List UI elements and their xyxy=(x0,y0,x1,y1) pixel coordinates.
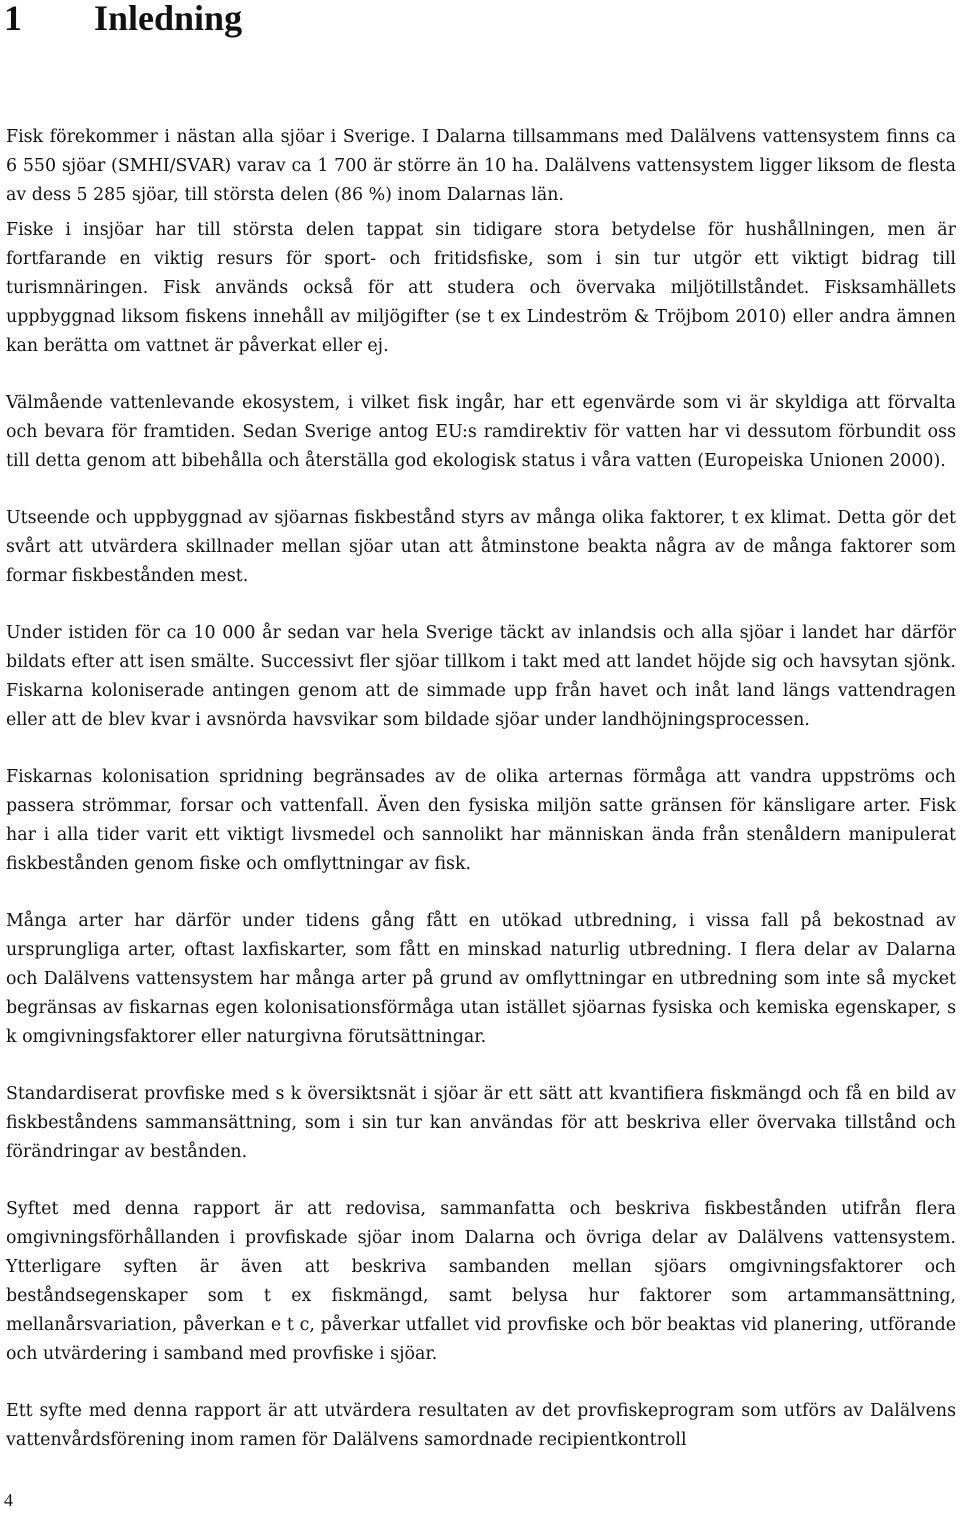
body-text xyxy=(6,123,956,1483)
paragraph-test-fishing: Standardiserat provfiske med s k översiktsnät i sjöar är ett sätt att kvantifiera fiskmängd och få en bild av fiskbeståndens sammansättning, som i sin tur kan användas för att beskriva eller övervaka tillstånd och förändringar av bestånden. xyxy=(6,1084,956,1162)
paragraph-colonisation: Fiskarnas kolonisation spridning begränsades av de olika arternas förmåga att vandra uppströms och passera strömmar, forsar och vattenfall. Även den fysiska miljön satte gränsen för känsligare arter. Fisk har i alla tider varit ett viktigt livsmedel och sannolikt har människan ända från stenåldern manipulerat fiskbestånden genom fiske och omflyttningar av fisk. xyxy=(6,767,956,874)
paragraph-fish-occurrence: Fisk förekommer i nästan alla sjöar i Sverige. I Dalarna tillsammans med Dalälvens vattensystem finns ca 6 550 sjöar (SMHI/SVAR) varav ca 1 700 är större än 10 ha. Dalälvens vattensystem ligger liksom de flesta av dess 5 285 sjöar, till största delen (86 %) inom Dalarnas län. xyxy=(6,127,956,205)
paragraph-ecosystems: Välmående vattenlevande ekosystem, i vilket fisk ingår, har ett egenvärde som vi är skyldiga att förvalta och bevara för framtiden. Sedan Sverige antog EU:s ramdirektiv för vatten har vi dessutom förbundit oss till detta genom att bibehålla och återställa god ekologisk status i våra vatten (Europeiska Unionen 2000). xyxy=(6,393,956,471)
paragraph-ice-age: Under istiden för ca 10 000 år sedan var hela Sverige täckt av inlandsis och alla sjöar i landet har därför bildats efter att isen smälte. Successivt fler sjöar tillkom i takt med att landet höjde sig och havsytan sjönk. Fiskarna koloniserade antingen genom att de simmade upp från havet och inåt land längs vattendragen eller att de blev kvar i avsnörda havsvikar som bildade sjöar under landhöjningsprocessen. xyxy=(6,623,956,730)
paragraph-inland-fishing: Fiske i insjöar har till största delen tappat sin tidigare stora betydelse för hushållningen, men är fortfarande en viktig resurs för sport- och fritidsfiske, som i sin tur utgör ett viktigt bidrag till turismnäringen. Fisk används också för att studera och övervaka miljötillståndet. Fisksamhällets uppbyggnad liksom fiskens innehåll av miljögifter (se t ex Lindeström & Tröjbom 2010) eller andra ämnen kan berätta om vattnet är påverkat eller ej. xyxy=(6,220,956,356)
chapter-heading xyxy=(4,0,242,38)
chapter-title: Inledning xyxy=(94,0,243,38)
paragraph-stock-structure: Utseende och uppbyggnad av sjöarnas fiskbestånd styrs av många olika faktorer, t ex klimat. Detta gör det svårt att utvärdera skillnader mellan sjöar utan att åtminstone beakta några av de många faktorer som formar fiskbestånden mest. xyxy=(6,508,956,586)
paragraph-evaluation: Ett syfte med denna rapport är att utvärdera resultaten av det provfiskeprogram som utförs av Dalälvens vattenvårdsförening inom ramen för Dalälvens samordnade recipientkontroll xyxy=(6,1401,956,1450)
chapter-number: 1 xyxy=(4,0,22,38)
page-number: 4 xyxy=(4,1490,13,1510)
paragraph-report-purpose: Syftet med denna rapport är att redovisa, sammanfatta och beskriva fiskbestånden utifrån flera omgivningsförhållanden i provfiskade sjöar inom Dalarna och övriga delar av Dalälvens vattensystem. Ytterligare syften är även att beskriva sambanden mellan sjöars omgivningsfaktorer och beståndsegenskaper som t ex fiskmängd, samt belysa hur faktorer som artammansättning, mellanårsvariation, påverkan e t c, påverkar utfallet vid provfiske och bör beaktas vid planering, utförande och utvärdering i samband med provfiske i sjöar. xyxy=(6,1199,956,1364)
paragraph-distribution: Många arter har därför under tidens gång fått en utökad utbredning, i vissa fall på bekostnad av ursprungliga arter, oftast laxfiskarter, som fått en minskad naturlig utbredning. I flera delar av Dalarna och Dalälvens vattensystem har många arter på grund av omflyttningar en utbredning som inte så mycket begränsas av fiskarnas egen kolonisationsförmåga utan istället sjöarnas fysiska och kemiska egenskaper, s k omgivningsfaktorer eller naturgivna förutsättningar. xyxy=(6,911,956,1047)
